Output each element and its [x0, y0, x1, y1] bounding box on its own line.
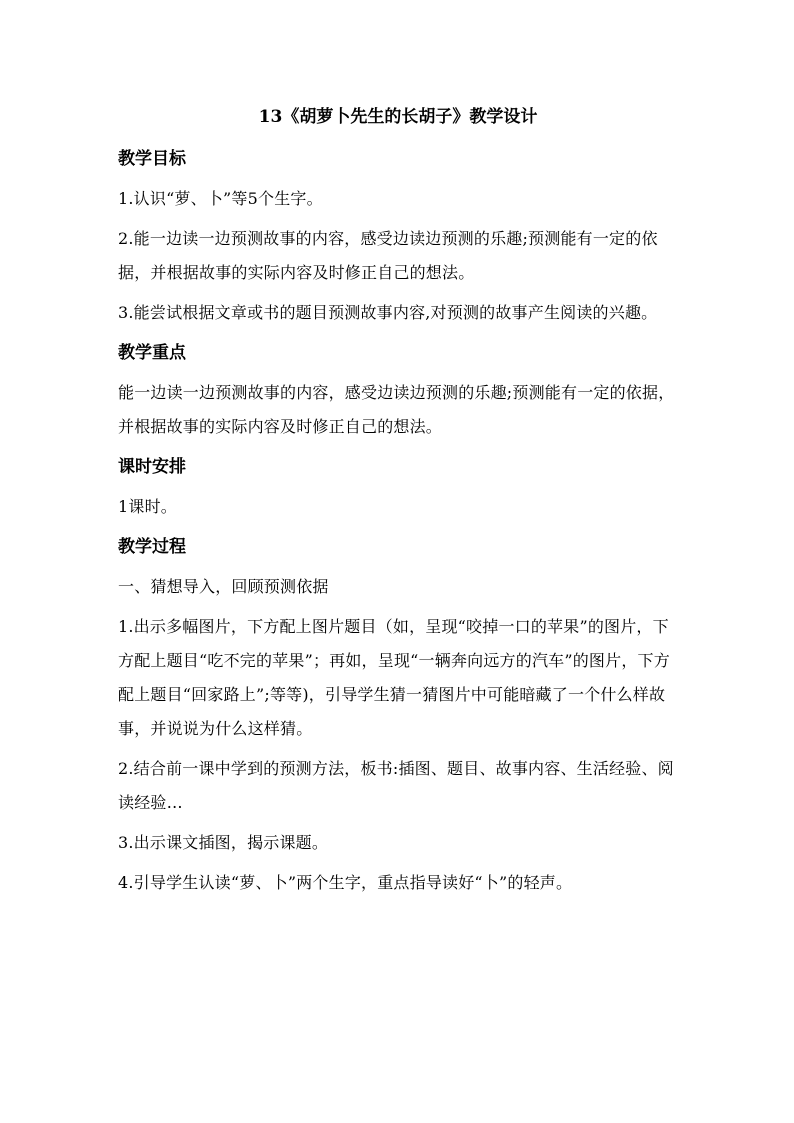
schedule-text: 1课时。 [118, 497, 177, 516]
heading-teaching-focus: 教学重点 [118, 343, 186, 363]
heading-schedule: 课时安排 [118, 457, 186, 477]
process-item-1: 1.出示多幅图片，下方配上图片题目（如，呈现“咬掉一口的苹果”的图片，下方配上题目“吃不完的苹果”；再如，呈现“一辆奔向远方的汽车”的图片，下方配上题目“回家路上”;等等)，引导学生猜一猜图片中可能暗藏了一个什么样故事，并说说为什么这样猜。 [118, 617, 670, 738]
process-item-2: 2.结合前一课中学到的预测方法，板书:插图、题目、故事内容、生活经验、阅读经验… [118, 759, 674, 812]
document-title: 13《胡萝卜先生的长胡子》教学设计 [258, 107, 538, 127]
goal-item-3: 3.能尝试根据文章或书的题目预测故事内容,对预测的故事产生阅读的兴趣。 [118, 303, 658, 322]
goal-item-2: 2.能一边读一边预测故事的内容，感受边读边预测的乐趣;预测能有一定的依据，并根据故事的实际内容及时修正自己的想法。 [118, 229, 658, 282]
process-subheading: 一、猜想导入，回顾预测依据 [118, 577, 329, 596]
goal-item-1: 1.认识“萝、卜”等5个生字。 [118, 189, 323, 208]
document-body [118, 100, 678, 906]
heading-teaching-process: 教学过程 [118, 537, 186, 557]
heading-teaching-goals: 教学目标 [118, 149, 186, 169]
focus-text: 能一边读一边预测故事的内容，感受边读边预测的乐趣;预测能有一定的依据，并根据故事的实际内容及时修正自己的想法。 [118, 383, 675, 436]
process-item-4: 4.引导学生认读“萝、卜”两个生字，重点指导读好“卜”的轻声。 [118, 873, 573, 892]
process-item-3: 3.出示课文插图，揭示课题。 [118, 833, 329, 852]
